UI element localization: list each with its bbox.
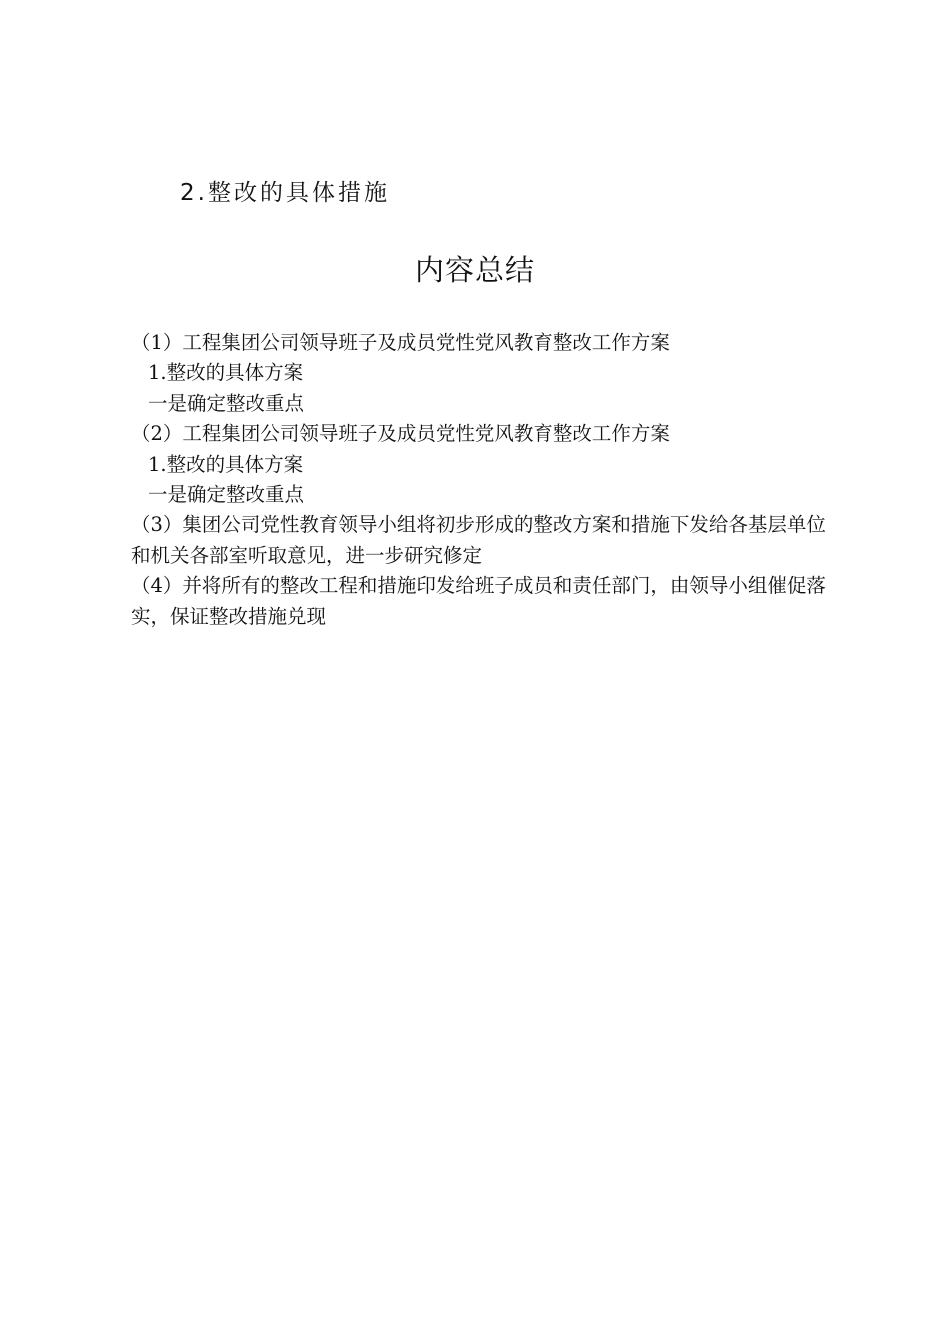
summary-item: 一是确定整改重点 [148,391,305,415]
summary-item: （1）工程集团公司领导班子及成员党性党风教育整改工作方案 [131,331,670,354]
summary-item: （4）并将所有的整改工程和措施印发给班子成员和责任部门，由领导小组催促落实，保证整改措施兑现 [131,574,826,628]
summary-title: 内容总结 [414,253,535,287]
summary-list [131,328,831,632]
section-heading: 2.整改的具体措施 [180,180,390,206]
summary-item: 一是确定整改重点 [148,483,305,507]
summary-item: （3）集团公司党性教育领导小组将初步形成的整改方案和措施下发给各基层单位和机关各部室听取意见，进一步研究修定 [131,513,826,567]
summary-item: （2）工程集团公司领导班子及成员党性党风教育整改工作方案 [131,422,670,446]
summary-item: 1.整改的具体方案 [148,361,304,385]
summary-item: 1.整改的具体方案 [148,452,304,476]
